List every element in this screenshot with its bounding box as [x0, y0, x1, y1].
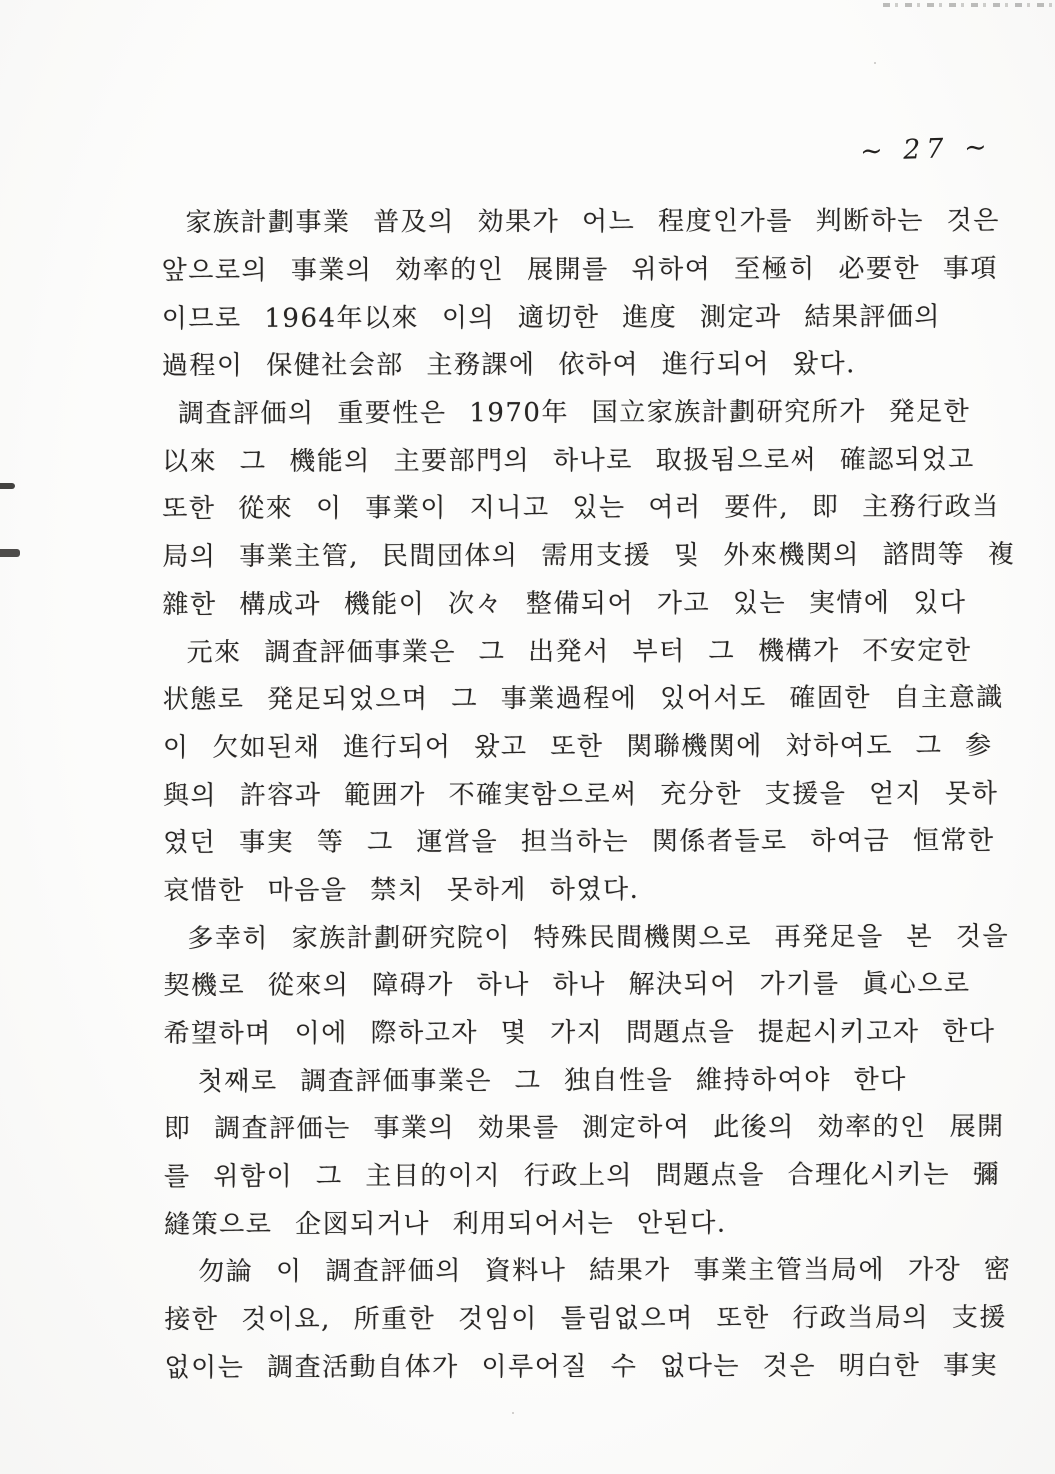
text-line: 元來 調査評価事業은 그 出発서 부터 그 機構가 不安定한	[186, 635, 972, 668]
paragraph	[161, 195, 1000, 388]
text-line: 希望하며 이에 際하고자 몇 가지 問題点을 提起시키고자 한다	[163, 1016, 996, 1050]
text-line: 接한 것이요, 所重한 것임이 틀림없으며 또한 行政当局의 支援	[164, 1302, 1007, 1336]
text-line: 多幸히 家族計劃研究院이 特殊民間機関으로 再発足을 본 것을	[187, 921, 1010, 954]
text-line: 勿論 이 調査評価의 資料나 結果가 事業主管当局에 가장 密	[198, 1255, 1012, 1288]
text-line: 契機로 從來의 障碍가 하나 하나 解決되어 가기를 眞心으로	[163, 969, 971, 1002]
text-line: 또한 從來 이 事業이 지니고 있는 여러 要件, 即 主務行政当	[162, 492, 1000, 525]
text-line: 哀惜한 마음을 禁치 못하게 하였다.	[163, 874, 640, 907]
text-line: 첫째로 調査評価事業은 그 独自性을 維持하여야 한다	[197, 1064, 907, 1097]
text-line: 調査評価의 重要性은 1970年 国立家族計劃研究所가 発足한	[177, 397, 971, 430]
text-line: 與의 許容과 範囲가 不確実함으로써 充分한 支援을 얻지 못하	[162, 778, 999, 811]
text-line: 以來 그 機能의 主要部門의 하나로 取扱됨으로써 確認되었고	[162, 444, 975, 477]
text-line: 없이는 調査活動自体가 이루어질 수 없다는 것은 明白한 事実	[164, 1350, 999, 1383]
paragraph	[162, 624, 1004, 912]
scan-speck	[512, 1412, 514, 1414]
text-line: 局의 事業主管, 民間団体의 需用支援 및 外來機関의 諮問等 複	[162, 539, 1016, 573]
paragraph	[163, 910, 1010, 1055]
text-line: 家族計劃事業 普及의 効果가 어느 程度인가를 判断하는 것은	[185, 206, 1000, 239]
paragraph	[164, 1244, 1012, 1389]
scan-artifact-left-mark	[0, 483, 15, 489]
text-line: 이므로 1964年以來 이의 適切한 進度 測定과 結果評価의	[161, 301, 941, 334]
paragraph	[163, 1101, 1005, 1246]
text-line: 를 위함이 그 主目的이지 行政上의 問題点을 合理化시키는 彌	[163, 1159, 1001, 1193]
paragraph	[164, 1053, 964, 1103]
text-line: 雜한 構成과 機能이 次々 整備되어 가고 있는 実情에 있다	[162, 587, 967, 620]
scan-artifact-left-mark	[0, 549, 20, 557]
text-line: 였던 事実 等 그 運営을 担当하는 関係者들로 하여금 恒常한	[163, 826, 995, 859]
text-line: 縫策으로 企図되거나 利用되어서는 안된다.	[164, 1208, 727, 1240]
text-line: 앞으로의 事業의 効率的인 展開를 위하여 至極히 必要한 事項	[161, 253, 998, 287]
scan-speck	[874, 62, 876, 64]
scan-artifact-top-dashes	[883, 3, 1053, 7]
text-line: 過程이 保健社会部 主務課에 依하여 進行되어 왔다.	[161, 349, 856, 382]
page-number: ~ 27 ~	[859, 131, 994, 168]
text-line: 即 調査評価는 事業의 効果를 測定하여 此後의 効率的인 展開	[163, 1112, 1005, 1145]
manuscript-text	[161, 195, 1016, 1389]
paragraph	[162, 386, 1016, 627]
text-line: 状態로 発足되었으며 그 事業過程에 있어서도 確固한 自主意識	[162, 683, 1004, 716]
text-line: 이 欠如된채 進行되어 왔고 또한 関聯機関에 対하여도 그 参	[162, 730, 993, 763]
